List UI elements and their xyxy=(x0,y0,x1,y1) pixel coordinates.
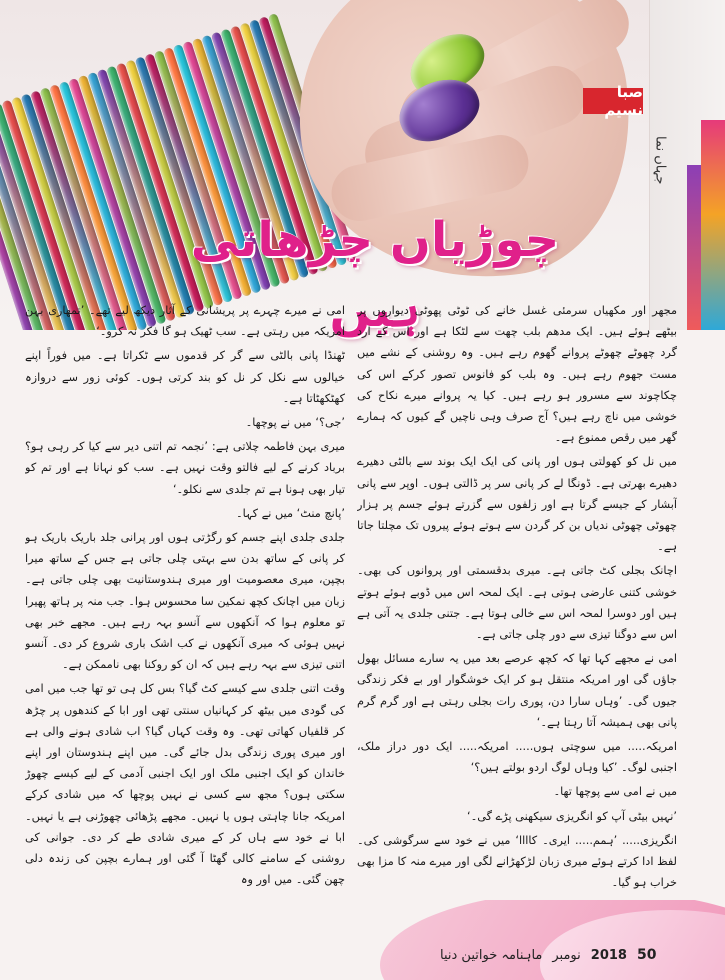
paragraph: وقت اتنی جلدی سے کیسے کٹ گیا؟ بس کل ہی تو تھا جب میں امی کی گودی میں بیٹھ کر کہانیاں سنتی تھی اور ابا کے کندھوں پر چڑھ کر قلفیاں کھاتی تھی۔ وہ وقت کہاں گیا؟ اب شادی ہونے والی ہے اور میری پوری زندگی بدل جائے گی۔ میں اپنے ہندوستان اور اپنے خاندان کو ایک اجنبی ملک اور ایک اجنبی آدمی کے لیے کیسے چھوڑ سکتی ہوں؟ مجھ سے کسی نے نہیں پوچھا کہ میں شادی کرکے امریکہ جانا چاہتی ہوں یا نہیں۔ مجھے پڑھائی چھوڑنی ہے یا نہیں۔ ابا نے خود سے ہاں کر کے میری شادی طے کر دی۔ جوانی کی روشنی کے سامنے کالی گھٹا آ گئی اور ہمارے بچپن کی زندہ دلی چھن گئی۔ میں اور وہ xyxy=(25,682,345,887)
paragraph: مجھر اور مکھیاں سرمئی غسل خانے کی ٹوٹی پھوٹی دیواروں پر بیٹھے ہوئے ہیں۔ ایک مدھم بلب چھت سے لٹکا ہے اور اس کے ارد گرد چھوٹے چھوٹے پروانے گھوم رہے ہیں۔ وہ روشنی کے نشے میں مست جھوم رہے ہیں۔ وہ بلب کو فانوس تصور کرکے اس کی چکاچوند سے مسرور ہو رہے ہیں۔ کیا یہ پروانے میرے نکاح کی خوشی میں ناچ رہے ہیں؟ آج صرف وہی ناچیں گے کیوں کہ ہمارے گھر میں رقص ممنوع ہے۔ xyxy=(357,304,677,445)
paragraph: ’پانچ منٹ‘ میں نے کہا۔ xyxy=(235,506,345,520)
page-footer xyxy=(440,942,710,968)
page-number: 50 xyxy=(636,947,657,963)
paragraph: میں نے امی سے پوچھا تھا۔ xyxy=(553,785,677,799)
paragraph: میں نل کو کھولتی ہوں اور پانی کی ایک ایک بوند سے بالٹی دھیرے دھیرے بھرتی ہے۔ ڈونگا لے کر پانی سر پر ڈالتی ہوں۔ اوپر سے پانی آبشار کے جیسے گرتا ہے اور زلفوں سے گزرتے ہوئے جسم پر ہزار چھوٹی چھوٹی ندیاں بن کر گردن سے ہوتے ہوئے پیروں تک مچلتا جاتا ہے۔ xyxy=(357,455,677,554)
paragraph: میری بہن فاطمہ چلاتی ہے: ’نجمہ تم اتنی دیر سے کیا کر رہی ہو؟ برباد کرنے کے لیے فالتو وقت نہیں ہے۔ سب کو نہانا ہے اور تم کو تیار بھی ہونا ہے تم جلدی سے نکلو۔‘ xyxy=(25,440,345,496)
paragraph: اچانک بجلی کٹ جاتی ہے۔ میری بدقسمتی اور پروانوں کی بھی۔ خوشی کتنی عارضی ہوتی ہے۔ ایک لمحہ اس میں ڈوبے ہوئے ہوتے ہیں اور دوسرا لمحہ اس سے خالی ہوتا ہے۔ جتنی جلدی یہ آتی ہے اس سے دوگنا تیزی سے دور چلی جاتی ہے۔ xyxy=(357,564,677,642)
paragraph: جلدی جلدی اپنے جسم کو رگڑتی ہوں اور پرانی جلد باریک باریک ہو کر پانی کے ساتھ بدن سے بہتی چلی جاتی ہے جس کے ساتھ میرا بچپن، میری معصومیت اور میری ہندوستانیت بھی چلی جاتی ہے۔ زبان میں اچانک کچھ نمکین سا محسوس ہوا۔ جب منہ پر ہاتھ پھیرا تو معلوم ہوا کہ آنکھوں سے آنسو بہہ رہے ہیں۔ مجھے خبر بھی نہیں ہوئی کہ میری آنکھوں نے کب اشک باری شروع کر دی۔ آنسو اتنی تیزی سے بہہ رہے ہیں کہ ان کو روکنا بھی ناممکن ہے۔ xyxy=(25,531,345,672)
magazine-name: ماہنامہ خواتین دنیا xyxy=(440,947,543,963)
section-label: جہاں نما xyxy=(652,135,668,185)
paragraph: ’نہیں بیٹی آپ کو انگریزی سیکھنی پڑے گی۔‘ xyxy=(467,809,677,823)
author-name: صبا نسیم xyxy=(583,88,643,114)
paragraph: انگریزی..... ’ہمم..... ایری۔ کاااا‘ میں نے خود سے سرگوشی کی۔ لفظ ادا کرتے ہوئے میری زبان لڑکھڑانے لگی اور میرے منہ کا مزا بھی خراب ہو گیا۔ xyxy=(357,833,677,890)
issue-year: 2018 xyxy=(590,947,627,963)
paragraph: ٹھنڈا پانی بالٹی سے گر کر قدموں سے ٹکراتا ہے۔ میں فوراً اپنے خیالوں سے نکل کر نل کو بند کرتی ہوں۔ کوئی زور سے دروازہ کھٹکھٹاتا ہے۔ xyxy=(25,349,345,405)
paragraph: امی نے میرے چہرے پر پریشانی کے آثار دیکھ لیے تھے۔ ’تمھاری بہن امریکہ میں رہتی ہے۔ سب ٹھیک ہو گا فکر نہ کرو۔‘ xyxy=(25,304,345,339)
paragraph: امی نے مجھے کہا تھا کہ کچھ عرصے بعد میں یہ سارے مسائل بھول جاؤں گی اور امریکہ منتقل ہو کر ایک خوشگوار اور بے فکر زندگی جیوں گی۔ ’وہاں سارا دن، پوری رات بجلی رہتی ہے اور گرم گرم پانی بھی ہمیشہ آتا رہتا ہے۔‘ xyxy=(357,652,677,729)
story-title: چوڑیاں چڑھاتی ہیں xyxy=(190,212,560,338)
footer-decoration xyxy=(0,900,725,980)
left-column xyxy=(25,300,345,930)
paragraph: ’جی؟‘ میں نے پوچھا۔ xyxy=(245,416,345,430)
right-column xyxy=(357,300,677,930)
paragraph: امریکہ..... میں سوچتی ہوں..... امریکہ..... ایک دور دراز ملک، اجنبی لوگ۔ ’کیا وہاں لوگ اردو بولتے ہیں؟‘ xyxy=(357,740,677,775)
issue-month: نومبر xyxy=(552,947,581,963)
